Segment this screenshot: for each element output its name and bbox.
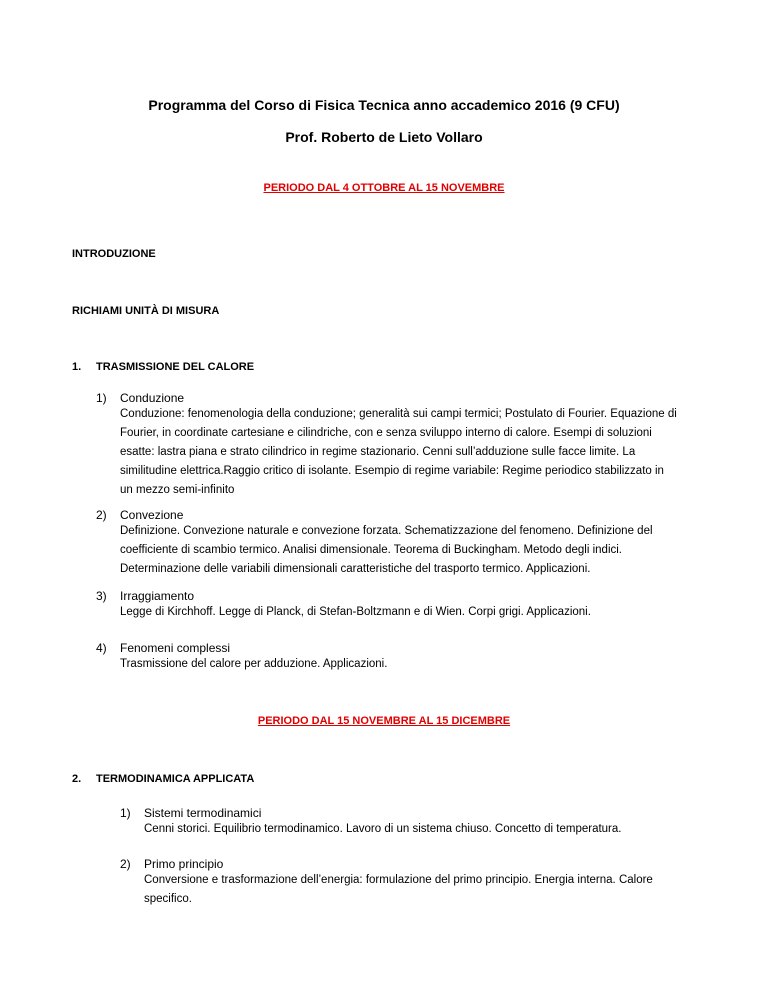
professor-name: Prof. Roberto de Lieto Vollaro: [285, 129, 483, 145]
item-number: 4): [96, 641, 107, 655]
text-line: coefficiente di scambio termico. Analisi dimensionale. Teorema di Buckingham. Metodo degli indici.: [120, 544, 623, 556]
text-line: Cenni storici. Equilibrio termodinamico. Lavoro di un sistema chiuso. Concetto di temperatura.: [144, 823, 622, 835]
text-line: Conduzione: fenomenologia della conduzione; generalità sui campi termici; Postulato di Fourier. Equazione di: [120, 408, 677, 420]
text-line: esatte: lastra piana e strato cilindrico in regime stazionario. Cenni sull’adduzione sulle facce limite. La: [120, 446, 636, 458]
item-title: Fenomeni complessi: [120, 641, 231, 655]
section-title: TERMODINAMICA APPLICATA: [96, 773, 255, 785]
item-title: Irraggiamento: [120, 589, 195, 603]
item-description: [120, 522, 720, 579]
text-line: Determinazione delle variabili dimensionali caratteristiche del trasporto termico. Applicazioni.: [120, 563, 591, 575]
item-number: 2): [96, 508, 107, 522]
item-number: 3): [96, 589, 107, 603]
item-number: 1): [120, 806, 131, 820]
text-line: Legge di Kirchhoff. Legge di Planck, di Stefan-Boltzmann e di Wien. Corpi grigi. Applicazioni.: [120, 606, 591, 618]
text-line: specifico.: [144, 893, 192, 905]
text-line: Fourier, in coordinate cartesiane e cilindriche, con e senza sviluppo interno di calore. Esempi di soluzioni: [120, 427, 652, 439]
item-title: Convezione: [120, 508, 184, 522]
section-title: TRASMISSIONE DEL CALORE: [96, 361, 255, 373]
text-line: Trasmissione del calore per adduzione. Applicazioni.: [120, 658, 388, 670]
text-line: Definizione. Convezione naturale e convezione forzata. Schematizzazione del fenomeno. Definizione del: [120, 525, 653, 537]
section-number: 2.: [72, 773, 82, 785]
item-description: [120, 655, 720, 674]
text-line: similitudine elettrica.Raggio critico di isolante. Esempio di regime variabile: Regime periodico stabilizzato in: [120, 465, 664, 477]
text-line: un mezzo semi-infinito: [120, 484, 235, 496]
units-heading: RICHIAMI UNITÀ DI MISURA: [72, 305, 220, 317]
item-description: [144, 820, 734, 839]
item-description: [120, 603, 720, 622]
item-number: 1): [96, 391, 107, 405]
period-heading-2: PERIODO DAL 15 NOVEMBRE AL 15 DICEMBRE: [257, 715, 511, 727]
item-title: Primo principio: [144, 857, 224, 871]
period-heading-1: PERIODO DAL 4 OTTOBRE AL 15 NOVEMBRE: [263, 182, 505, 194]
item-number: 2): [120, 857, 131, 871]
item-description: [144, 871, 734, 909]
intro-heading: INTRODUZIONE: [72, 248, 156, 260]
item-title: Conduzione: [120, 391, 185, 405]
section-number: 1.: [72, 361, 82, 373]
item-description: [120, 405, 720, 500]
text-line: Conversione e trasformazione dell’energia: formulazione del primo principio. Energia interna. Calore: [144, 874, 653, 886]
document-title: Programma del Corso di Fisica Tecnica anno accademico 2016 (9 CFU): [148, 97, 620, 113]
item-title: Sistemi termodinamici: [144, 806, 262, 820]
